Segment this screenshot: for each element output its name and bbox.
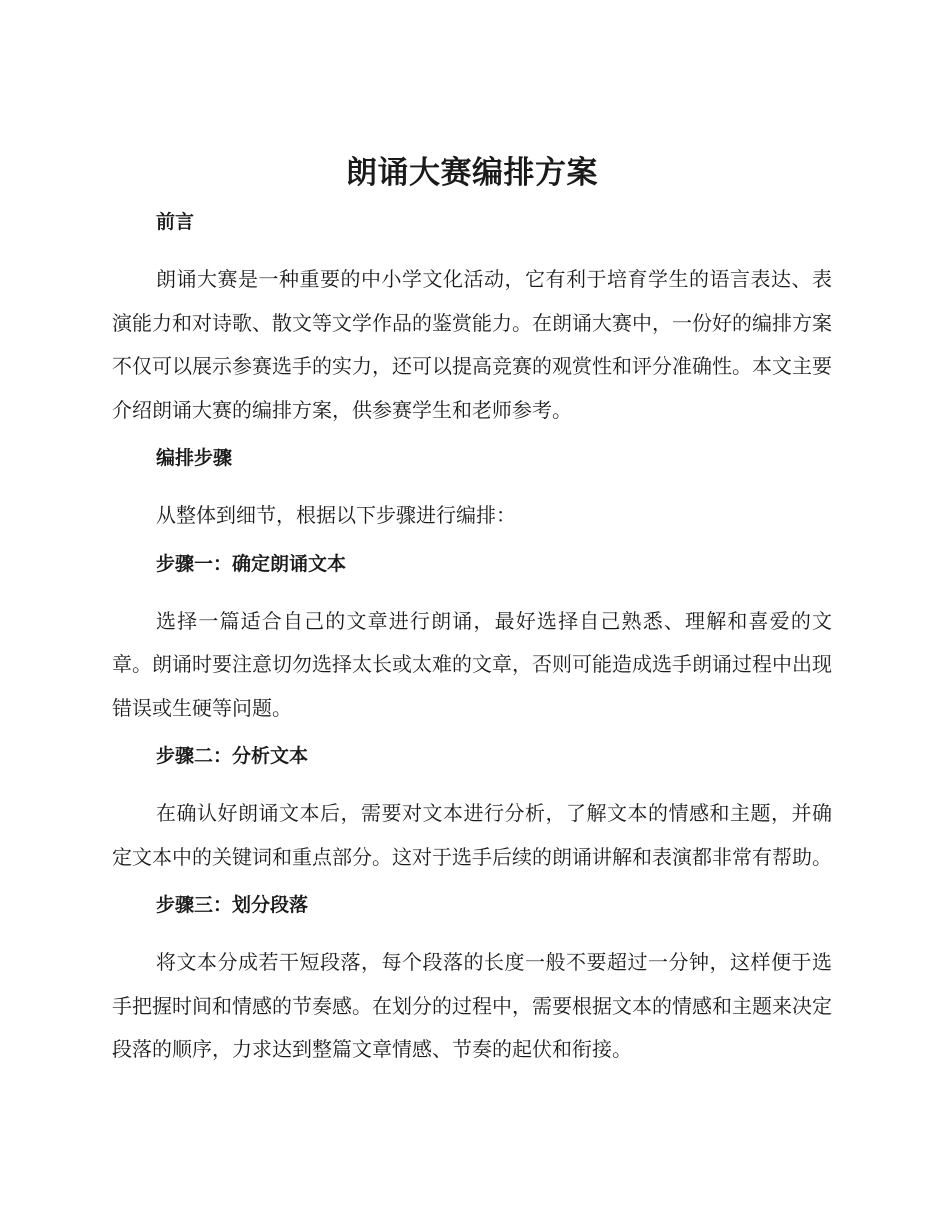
document-title: 朗诵大赛编排方案 xyxy=(346,155,598,191)
step3-paragraph: 将文本分成若干短段落，每个段落的长度一般不要超过一分钟，这样便于选手把握时间和情感的节奏感。在划分的过程中，需要根据文本的情感和主题来决定段落的顺序，力求达到整篇文章情感、节奏的起伏和衔接。 xyxy=(112,950,832,1061)
steps-heading: 编排步骤 xyxy=(156,447,233,469)
step3-heading: 步骤三：划分段落 xyxy=(156,894,309,916)
preface-paragraph: 朗诵大赛是一种重要的中小学文化活动，它有利于培育学生的语言表达、表演能力和对诗歌、散文等文学作品的鉴赏能力。在朗诵大赛中，一份好的编排方案不仅可以展示参赛选手的实力，还可以提高竞赛的观赏性和评分准确性。本文主要介绍朗诵大赛的编排方案，供参赛学生和老师参考。 xyxy=(112,267,832,422)
steps-intro-paragraph: 从整体到细节，根据以下步骤进行编排： xyxy=(156,503,516,527)
document-page xyxy=(112,148,832,1084)
preface-heading: 前言 xyxy=(156,211,195,233)
step1-heading: 步骤一：确定朗诵文本 xyxy=(156,552,347,575)
step2-heading: 步骤二：分析文本 xyxy=(156,745,309,767)
step2-paragraph: 在确认好朗诵文本后，需要对文本进行分析，了解文本的情感和主题，并确定文本中的关键词和重点部分。这对于选手后续的朗诵讲解和表演都非常有帮助。 xyxy=(112,801,832,869)
step1-paragraph: 选择一篇适合自己的文章进行朗诵，最好选择自己熟悉、理解和喜爱的文章。朗诵时要注意切勿选择太长或太难的文章，否则可能造成选手朗诵过程中出现错误或生硬等问题。 xyxy=(112,608,832,720)
